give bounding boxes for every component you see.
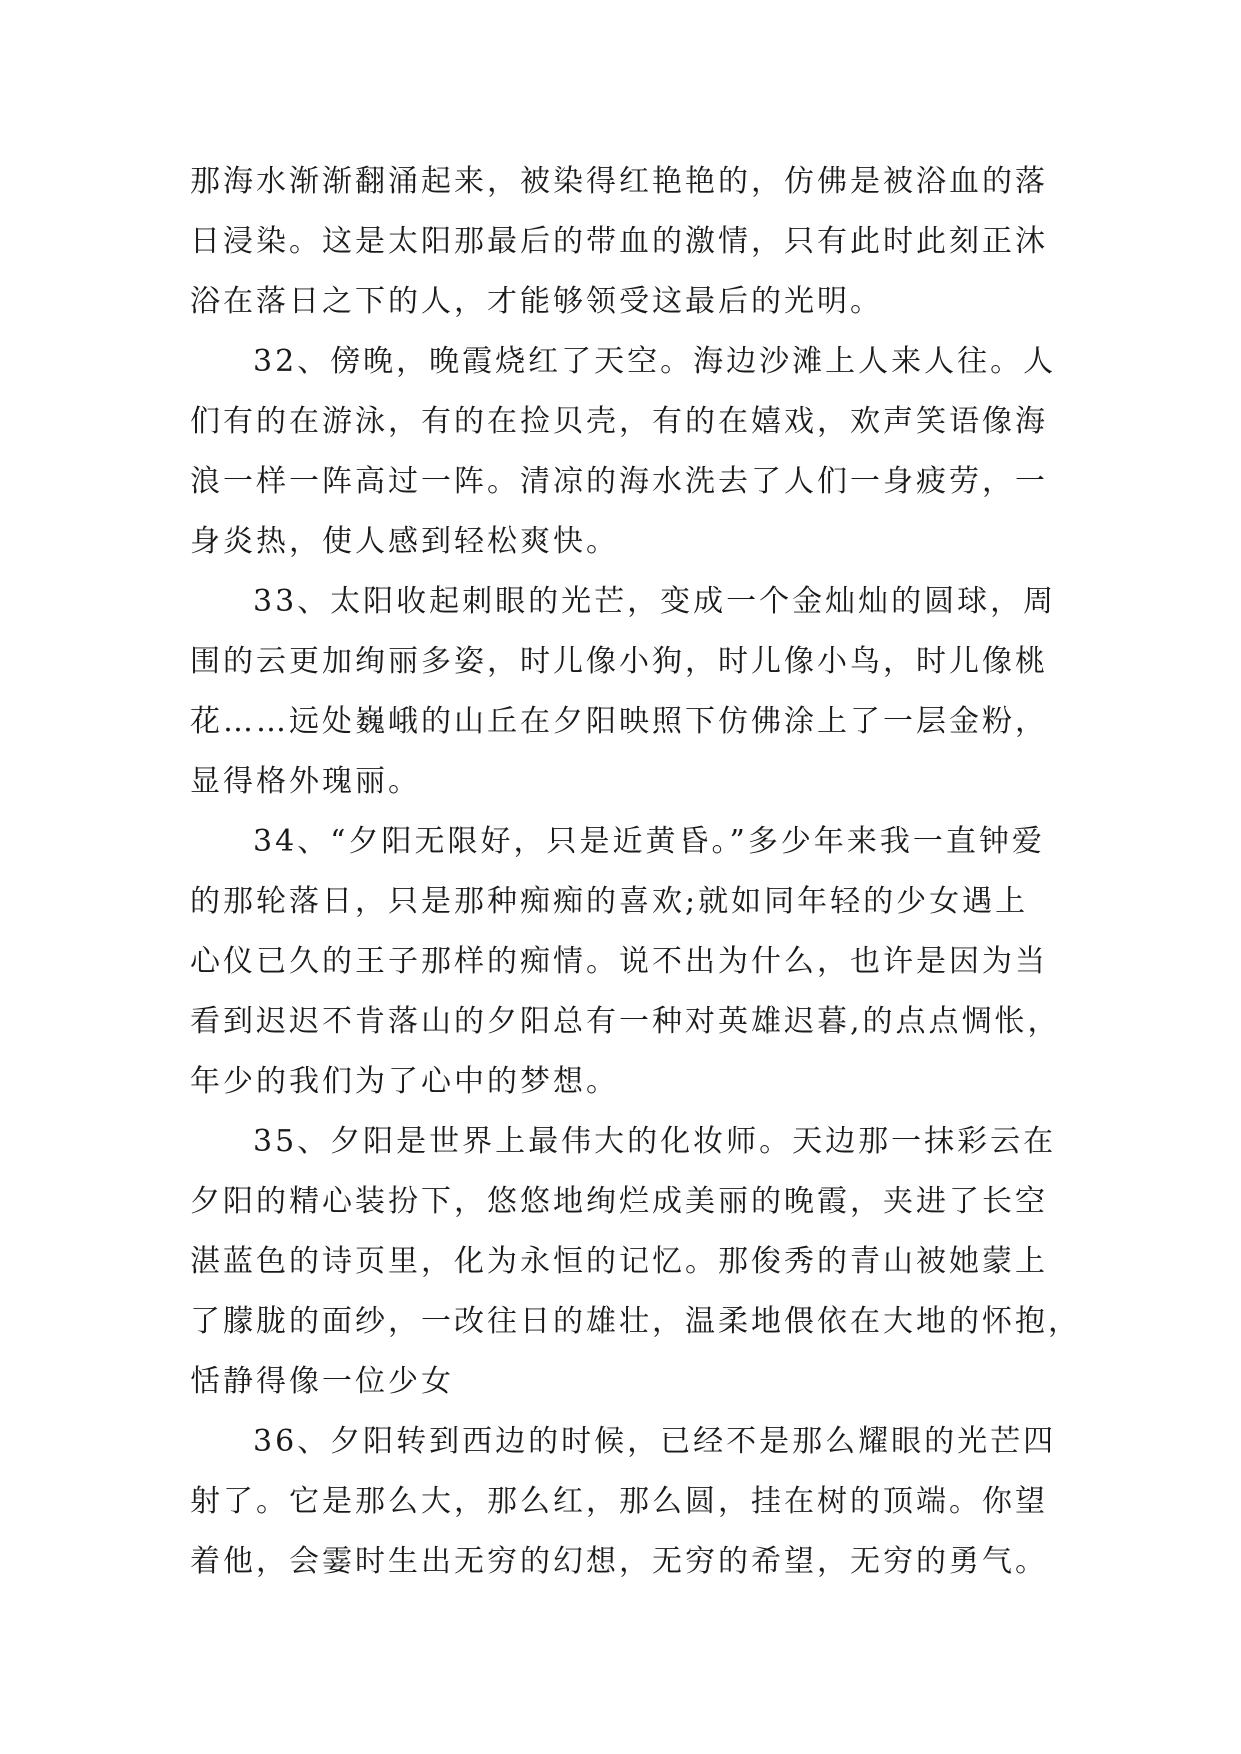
text-line: 围的云更加绚丽多姿，时儿像小狗，时儿像小鸟，时儿像桃 (190, 644, 1048, 679)
text-line: 身炎热，使人感到轻松爽快。 (190, 524, 619, 559)
text-line: 了朦胧的面纱，一改往日的雄壮，温柔地偎依在大地的怀抱， (190, 1304, 1081, 1339)
text-line: 恬静得像一位少女 (190, 1364, 454, 1399)
text-line: 那海水渐渐翻涌起来，被染得红艳艳的，仿佛是被浴血的落 (190, 164, 1048, 199)
text-line: 年少的我们为了心中的梦想。 (190, 1064, 619, 1099)
text-line: 浪一样一阵高过一阵。清凉的海水洗去了人们一身疲劳，一 (190, 464, 1048, 499)
text-line: 的那轮落日，只是那种痴痴的喜欢;就如同年轻的少女遇上 (190, 884, 1029, 919)
text-line: 湛蓝色的诗页里，化为永恒的记忆。那俊秀的青山被她蒙上 (190, 1244, 1048, 1279)
text-line: 34、“夕阳无限好，只是近黄昏。”多少年来我一直钟爱 (253, 824, 1045, 859)
body-text (190, 152, 1081, 1592)
text-line: 着他，会霎时生出无穷的幻想，无穷的希望，无穷的勇气。 (190, 1544, 1048, 1579)
text-line: 看到迟迟不肯落山的夕阳总有一种对英雄迟暮,的点点惆怅， (190, 1004, 1061, 1039)
text-line: 32、傍晚，晚霞烧红了天空。海边沙滩上人来人往。人 (253, 344, 1057, 379)
text-line: 显得格外瑰丽。 (190, 764, 421, 799)
text-line: 夕阳的精心装扮下，悠悠地绚烂成美丽的晚霞，夹进了长空 (190, 1184, 1048, 1219)
text-line: 35、夕阳是世界上最伟大的化妆师。天边那一抹彩云在 (253, 1124, 1057, 1159)
text-line: 射了。它是那么大，那么红，那么圆，挂在树的顶端。你望 (190, 1484, 1048, 1519)
text-line: 日浸染。这是太阳那最后的带血的激情，只有此时此刻正沐 (190, 224, 1048, 259)
text-line: 36、夕阳转到西边的时候，已经不是那么耀眼的光芒四 (253, 1424, 1057, 1459)
text-line: 心仪已久的王子那样的痴情。说不出为什么，也许是因为当 (190, 944, 1048, 979)
text-line: 们有的在游泳，有的在捡贝壳，有的在嬉戏，欢声笑语像海 (190, 404, 1048, 439)
text-line: 33、太阳收起刺眼的光芒，变成一个金灿灿的圆球，周 (253, 584, 1057, 619)
text-line: 浴在落日之下的人，才能够领受这最后的光明。 (190, 284, 883, 319)
text-line: 花……远处巍峨的山丘在夕阳映照下仿佛涂上了一层金粉， (190, 704, 1048, 739)
